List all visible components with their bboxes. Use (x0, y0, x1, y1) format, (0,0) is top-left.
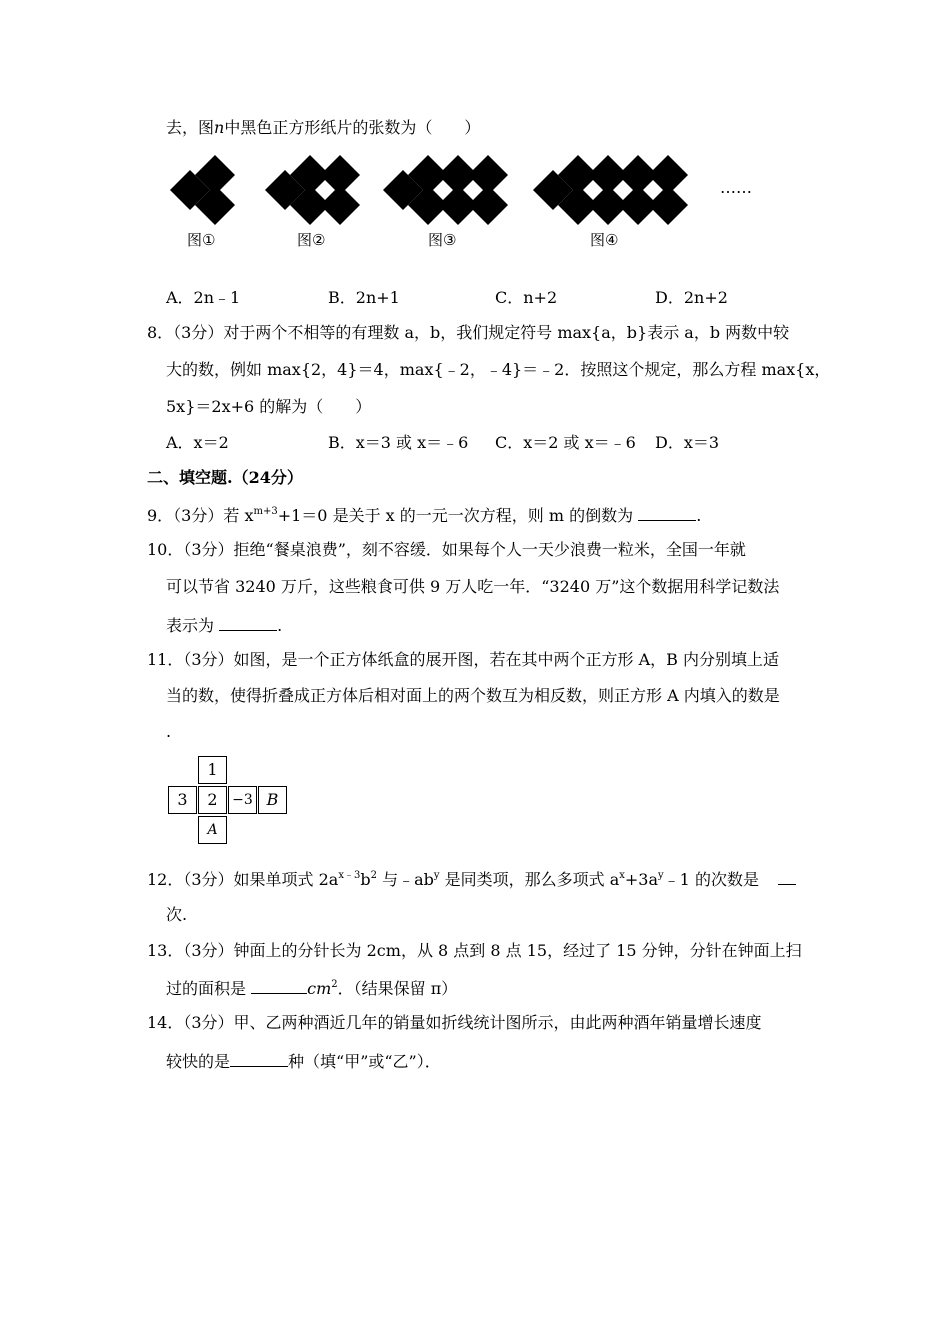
q14-line1: 14．（3分）甲、乙两种酒近几年的销量如折线统计图所示，由此两种酒年销量增长速度 (147, 1013, 762, 1032)
q10-line2: 可以节省 3240 万斤，这些粮食可供 9 万人吃一年．“3240 万”这个数据用科学记数法 (166, 577, 780, 596)
q11-line3: . (166, 722, 172, 741)
q10-line3-text: 表示为 (166, 616, 215, 635)
net-cell-top: 1 (198, 756, 227, 784)
q12-sup2: 2 (370, 870, 377, 881)
q8-line3: 5x}＝2x+6 的解为（ ） (166, 397, 372, 416)
q7-text (166, 120, 480, 136)
figure-2 (265, 155, 360, 225)
q8-line1: 8．（3分）对于两个不相等的有理数 a，b，我们规定符号 max{a，b}表示 a，b 两数中较 (147, 323, 790, 342)
net-cell-b: B (258, 786, 287, 814)
q9-answer-blank[interactable] (638, 506, 696, 521)
q12-line1 (147, 870, 796, 888)
q13-answer-blank[interactable] (251, 979, 307, 994)
q13-unit: cm (307, 979, 332, 998)
q7-option-a: A．2n﹣1 (166, 288, 241, 307)
figure-3 (383, 155, 508, 225)
cube-net (166, 756, 291, 846)
figure-1 (170, 155, 235, 225)
q12-sup3: y (433, 870, 440, 881)
q7-option-d: D．2n+2 (655, 288, 728, 307)
q13-unit-sup: 2 (331, 979, 338, 990)
fig-label-3: 图③ (428, 231, 457, 249)
q12-line2: 次. (166, 905, 188, 924)
q12-pre: 12．（3分）如果单项式 2a (147, 870, 339, 889)
q8-option-b: B．x＝3 或 x＝﹣6 (328, 433, 469, 452)
q8-option-c: C．x＝2 或 x＝﹣6 (495, 433, 636, 452)
q9 (147, 506, 701, 524)
q7-option-b: B．2n+1 (328, 288, 400, 307)
q12-sup1: x﹣3 (338, 870, 361, 881)
fig-label-2: 图② (297, 231, 326, 249)
q11-line2: 当的数，使得折叠成正方体后相对面上的两个数互为相反数，则正方形 A 内填入的数是 (166, 686, 780, 705)
q13-line2 (166, 979, 457, 997)
q10-end: . (277, 616, 283, 635)
q12-post: ﹣1 的次数是 (663, 870, 759, 889)
q10-line1: 10．（3分）拒绝“餐桌浪费”，刻不容缓．如果每个人一天少浪费一粒米，全国一年就 (147, 540, 746, 559)
q13-line2-pre: 过的面积是 (166, 979, 247, 998)
q9-pre: 9．（3分）若 x (147, 506, 254, 525)
q9-post: +1＝0 是关于 x 的一元一次方程，则 m 的倒数为 (277, 506, 634, 525)
q12-mid3: 是同类项，那么多项式 a (439, 870, 620, 889)
q8-line2: 大的数，例如 max{2，4}＝4，max{﹣2，﹣4}＝﹣2．按照这个规定，那么方程 max{x， (166, 360, 831, 379)
q7-text-a: 去，图 (166, 118, 215, 137)
q12-sup4: x (619, 870, 625, 881)
q7-text-b: 中黑色正方形纸片的张数为（ ） (224, 118, 481, 137)
fig-label-4: 图④ (590, 231, 619, 249)
net-cell-center: 2 (198, 786, 227, 814)
q14-line2-pre: 较快的是 (166, 1052, 231, 1071)
q10-line3 (166, 616, 282, 634)
q7-pattern-figures (160, 150, 780, 260)
q12-answer-blank[interactable] (778, 870, 796, 885)
q14-answer-blank[interactable] (230, 1052, 288, 1067)
q12-mid1: b (360, 870, 371, 889)
q11-line1: 11．（3分）如图，是一个正方体纸盒的展开图，若在其中两个正方形 A，B 内分别填上适 (147, 650, 780, 669)
q10-answer-blank[interactable] (219, 616, 277, 631)
q12-sup5: y (658, 870, 664, 881)
q7-option-c: C．n+2 (495, 288, 558, 307)
q14-line2-post: 种（填“甲”或“乙”）． (288, 1052, 441, 1071)
q9-end: . (696, 506, 702, 525)
fig-label-1: 图① (187, 231, 216, 249)
q9-sup: m+3 (253, 506, 278, 517)
q12-mid4: +3a (624, 870, 659, 889)
figure-4 (533, 155, 688, 225)
q7-ellipsis: …… (720, 178, 752, 197)
q14-line2 (166, 1052, 441, 1070)
q8-option-d: D．x＝3 (655, 433, 720, 452)
net-cell-right1: −3 (228, 786, 257, 814)
q12-mid2: 与﹣ab (377, 870, 434, 889)
net-cell-a: A (198, 816, 227, 844)
q8-option-a: A．x＝2 (166, 433, 229, 452)
q7-var-n: n (214, 118, 225, 137)
net-cell-left: 3 (168, 786, 197, 814)
q13-line1: 13．（3分）钟面上的分针长为 2cm，从 8 点到 8 点 15，经过了 15 分钟，分针在钟面上扫 (147, 941, 802, 960)
section-2-title: 二、填空题.（24分） (147, 468, 303, 487)
q13-line2-post: ．（结果保留 π） (337, 979, 458, 998)
